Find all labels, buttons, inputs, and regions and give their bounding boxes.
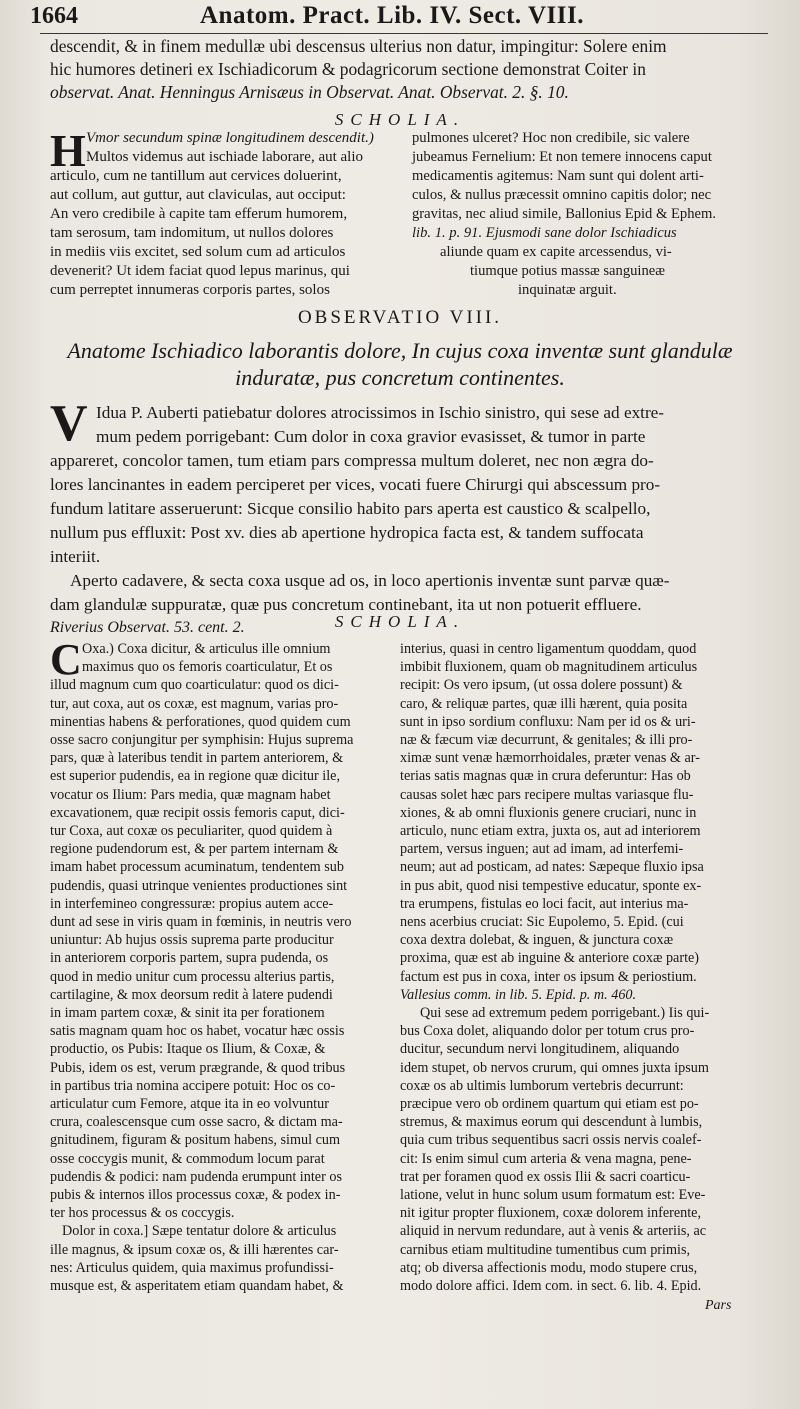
text-line: aliunde quam ex capite arcessendus, vi-: [440, 244, 672, 260]
text-line: descendit, & in finem medullæ ubi descensus ulterius non datur, impingitur: Solere enim: [50, 36, 667, 56]
text-line: stremus, & maximus eorum qui descendunt à lumbis,: [400, 1114, 703, 1131]
text-line: Dolor in coxa.] Sæpe tentatur dolore & articulus: [62, 1223, 337, 1240]
text-line: culos, & nullus præcessit omnino capitis dolor; nec: [412, 187, 712, 203]
text-line: maximus quo os femoris coarticulatur, Et os: [82, 659, 333, 676]
text-line: nes: Articulus quidem, quia maximus profundissi-: [50, 1259, 334, 1276]
observatio-title-line: induratæ, pus concretum continentes.: [235, 365, 565, 390]
text-line: cartilagine, & mox deorsum redit à latere pudendi: [50, 986, 333, 1003]
text-line: quod in medio unitur cum processu alterius partis,: [50, 968, 335, 985]
text-line: aut collum, aut guttur, aut claviculas, aut occiput:: [50, 187, 346, 203]
text-line: Qui sese ad extremum pedem porrigebant.) Iis qui-: [420, 1005, 710, 1021]
text-line: aliquid in nervum redundare, aut à venis & arteriis, ac: [400, 1223, 707, 1240]
text-line: coxæ os ab ultimis lumborum vertebris decurrunt:: [400, 1077, 684, 1094]
text-line: lores lancinantes in eadem perciperet per vices, vocati fuere Chirurgi qui abscessum pro-: [50, 475, 661, 494]
text-line: Multos videmus aut ischiade laborare, aut alio: [86, 149, 364, 165]
text-line: gravitas, nec aliud simile, Ballonius Epid & Ephem.: [412, 206, 716, 222]
text-line: ducitur, secundum nervi longitudinem, aliquando: [400, 1041, 680, 1058]
text-line: quia cum tribus sequentibus sacri ossis nervis coalef-: [400, 1132, 702, 1149]
text-line: lib. 1. p. 91. Ejusmodi sane dolor Ischiadicus: [412, 225, 677, 241]
text-line: in partibus tria nomina accipere potuit: Hoc os co-: [50, 1077, 336, 1094]
running-title: Anatom. Pract. Lib. IV. Sect. VIII.: [200, 2, 584, 29]
text-line: cum perreptet innumeras corporis partes, solos: [50, 282, 330, 298]
text-line: dam glandulæ suppuratæ, quæ pus concretum continebant, ita ut non potuerit effluere.: [50, 595, 642, 614]
scholia-label: SCHOLIA.: [334, 612, 466, 631]
text-line: præcipue vero ob ordinem quartum qui etiam est po-: [400, 1096, 699, 1112]
text-line: ille magnus, & ipsum coxæ os, & illi hærentes car-: [50, 1241, 339, 1258]
text-line: in anteriorem corporis partem, supra pudenda, os: [50, 950, 329, 967]
text-line: hic humores detineri ex Ischiadicorum & podagricorum sectione demonstrat Coiter in: [50, 59, 646, 79]
text-line: pudendis & podici: nam pudenda erumpunt inter os: [50, 1168, 342, 1185]
text-line: excavationem, quæ recipit ossis femoris caput, dici-: [50, 804, 345, 821]
text-line: næ & fæcum viæ decurrunt, & genitales; & illi pro-: [400, 732, 693, 748]
text-line: Vmor secundum spinæ longitudinem descendit.): [86, 130, 374, 146]
text-line: inquinatæ arguit.: [518, 282, 617, 298]
text-line: in pus abit, quod nisi tempestive educatur, sponte ex-: [400, 877, 702, 894]
text-line: modo dolore affici. Idem com. in sect. 6. lib. 4. Epid.: [400, 1278, 702, 1294]
text-line: partem, versus inguen; aut ad imam, ad interfemi-: [400, 841, 684, 858]
text-line: gnitudinem, figuram & positum habens, simul cum: [50, 1132, 341, 1149]
text-line: pudendis, quasi utrinque venientes productiones sint: [50, 877, 348, 894]
text-line: factum est pus in coxa, inter os ipsum & periostium.: [400, 968, 697, 985]
text-line: Oxa.) Coxa dicitur, & articulus ille omnium: [82, 641, 331, 657]
text-line: Pubis, idem os est, verum prægrande, & quod tribus: [50, 1059, 346, 1076]
text-line: idem stupet, ob nervos crurum, qui omnes juxta ipsum: [400, 1059, 709, 1076]
scholia-label: SCHOLIA.: [334, 110, 466, 129]
text-line: ter hos processus & os coccygis.: [50, 1205, 235, 1222]
page-number: 1664: [30, 3, 78, 29]
drop-cap: C: [50, 635, 82, 684]
text-line: pars, quæ à lateribus tendit in partem anteriorem, &: [50, 750, 344, 767]
text-line: An vero credibile à capite tam efferum humorem,: [50, 206, 348, 222]
text-line: pulmones ulceret? Hoc non credibile, sic valere: [412, 130, 690, 146]
observatio-title-line: Anatome Ischiadico laborantis dolore, In cujus coxa inventæ sunt glandulæ: [67, 338, 733, 363]
text-line: coxa dextra dolebat, & inguen, & junctura coxæ: [400, 932, 674, 949]
text-line: xiones, & ab omni fluxionis genere cruciari, nunc in: [400, 804, 697, 821]
text-line: est superior pudendis, ea in regione quæ dicitur ile,: [50, 768, 340, 785]
observatio-heading: OBSERVATIO VIII.: [297, 307, 503, 328]
text-line: productio, os Pubis: Itaque os Ilium, & Coxæ, &: [50, 1041, 326, 1058]
text-line: pubis & internos illos processus coxæ, & podex in-: [50, 1187, 341, 1203]
text-line: Idua P. Auberti patiebatur dolores atrocissimos in Ischio sinistro, qui sese ad extre-: [96, 403, 665, 422]
text-line: bus Coxa dolet, aliquando dolor per totum crus pro-: [400, 1023, 695, 1040]
text-line: devenerit? Ut idem faciat quod lepus marinus, qui: [50, 263, 350, 279]
text-line: nens acerbius cruciat: Sic Eupolemo, 5. Epid. (cui: [400, 914, 684, 930]
text-line: crura, coalescensque cum osse sacro, & dictam ma-: [50, 1114, 343, 1131]
text-line: regione pudendorum est, & per partem internam &: [50, 841, 339, 858]
text-line: imam habet processum acuminatum, tendentem sub: [50, 859, 344, 876]
text-line: articulo, cum ne tantillum aut cervices doluerint,: [50, 168, 342, 184]
page-header: [0, 0, 800, 32]
text-line: nullum pus effluxit: Post xv. dies ab apertione hydropica facta est, & tandem suffocata: [50, 523, 644, 542]
text-line: recipit: Os vero ipsum, (ut ossa dolere possunt) &: [400, 677, 683, 694]
text-line: causas solet hæc pars recipere multas variasque flu-: [400, 786, 694, 803]
catchword: Pars: [705, 1298, 732, 1313]
text-line: dunt ad sese in viris quam in fœminis, in neutris vero: [50, 914, 352, 930]
text-line: satis magnam quam hoc os habet, vocatur hæc ossis: [50, 1023, 345, 1040]
text-line: Riverius Observat. 53. cent. 2.: [50, 619, 245, 636]
text-line: interius, quasi in centro ligamentum quoddam, quod: [400, 641, 697, 657]
text-line: uniuntur: Ab hujus ossis suprema parte producitur: [50, 932, 334, 949]
text-line: osse coccygis munit, & commodum locum parat: [50, 1150, 325, 1167]
header-rule: [40, 33, 768, 34]
text-line: atq; ob diversa affectionis modu, modo stupere crus,: [400, 1259, 698, 1276]
text-line: neum; aut ad posticam, ad nates: Sæpeque fluxio ipsa: [400, 859, 704, 876]
text-line: Aperto cadavere, & secta coxa usque ad os, in loco apertionis inventæ sunt parvæ quæ-: [70, 571, 670, 590]
text-line: in interfemineo congressuræ: propius autem acce-: [50, 895, 334, 912]
text-line: jubeamus Fernelium: Et non temere innocens caput: [412, 149, 712, 165]
text-line: in imam partem coxæ, & sinit ita per forationem: [50, 1005, 325, 1021]
text-line: tur, aut coxa, aut os coxæ, est magnum, varias pro-: [50, 695, 339, 712]
text-line: Vallesius comm. in lib. 5. Epid. p. m. 460.: [400, 986, 637, 1003]
text-line: in mediis viis excitet, sed solum cum ad articulos: [50, 244, 346, 260]
text-line: cit: Is enim simul cum arteria & vena magna, pene-: [400, 1150, 692, 1167]
text-line: vocatur os Ilium: Pars media, quæ magnam habet: [50, 786, 331, 803]
text-line: illud magnum cum quo coarticulatur: quod os dici-: [50, 677, 339, 694]
text-line: sunt in ipso sordium confluxu: Nam per id os & uri-: [400, 713, 696, 730]
text-line: nit igitur propter fluxionem, coxæ dolorem inferente,: [400, 1205, 702, 1222]
text-line: trat per foramen quod ex ossis Ilii & sacri coarticu-: [400, 1168, 691, 1185]
text-line: osse sacro conjungitur per symphisin: Hujus suprema: [50, 732, 354, 748]
text-line: proxima, quæ est ab inguine & anteriore coxæ parte): [400, 950, 700, 967]
text-line: articulatur cum Femore, atque ita in eo volvuntur: [50, 1096, 329, 1112]
text-line: observat. Anat. Henningus Arnisæus in Observat. Anat. Observat. 2. §. 10.: [50, 82, 569, 102]
text-line: latione, velut in hunc solum usum formatum est: Eve-: [400, 1187, 706, 1203]
drop-cap: H: [50, 125, 86, 176]
text-line: tiumque potius massæ sanguineæ: [470, 263, 665, 279]
drop-cap: V: [50, 395, 88, 452]
text-line: tam serosum, tam indomitum, ut nullos dolores: [50, 225, 334, 241]
text-line: mum pedem porrigebant: Cum dolor in coxa gravior evasisset, & tumor in parte: [96, 427, 646, 446]
text-line: carnibus etiam multitudine tumentibus cum primis,: [400, 1241, 691, 1258]
text-line: terias satis magnas quæ in crura deferuntur: Has ob: [400, 768, 691, 785]
text-line: fundum latitare asseruerunt: Sicque consilio habito pars aperta est caustico & scalpello,: [50, 499, 651, 518]
text-line: ximæ sunt venæ hæmorrhoidales, præter venas & ar-: [400, 750, 700, 767]
text-line: musque est, & asperitatem etiam quandam habet, &: [50, 1278, 344, 1294]
text-line: imbibit fluxionem, quam ob magnitudinem articulus: [400, 659, 698, 676]
text-line: tur Coxa, aut coxæ os peculiariter, quod quidem à: [50, 823, 333, 839]
text-line: appareret, concolor tamen, tum etiam pars compressa multum doleret, nec non ægra do-: [50, 451, 654, 470]
text-line: caro, & reliquæ partes, quæ illi hærent, quia posita: [400, 695, 688, 712]
text-line: minentias habens & perforationes, quod quidem cum: [50, 713, 351, 730]
text-line: articulo, nunc etiam extra, juxta os, aut ad interiorem: [400, 823, 701, 839]
text-line: medicamentis agitemus: Nam sunt qui dolent arti-: [412, 168, 704, 184]
text-line: interiit.: [50, 547, 101, 566]
text-line: tra erumpens, fistulas eo loci facit, aut interius ma-: [400, 895, 689, 912]
